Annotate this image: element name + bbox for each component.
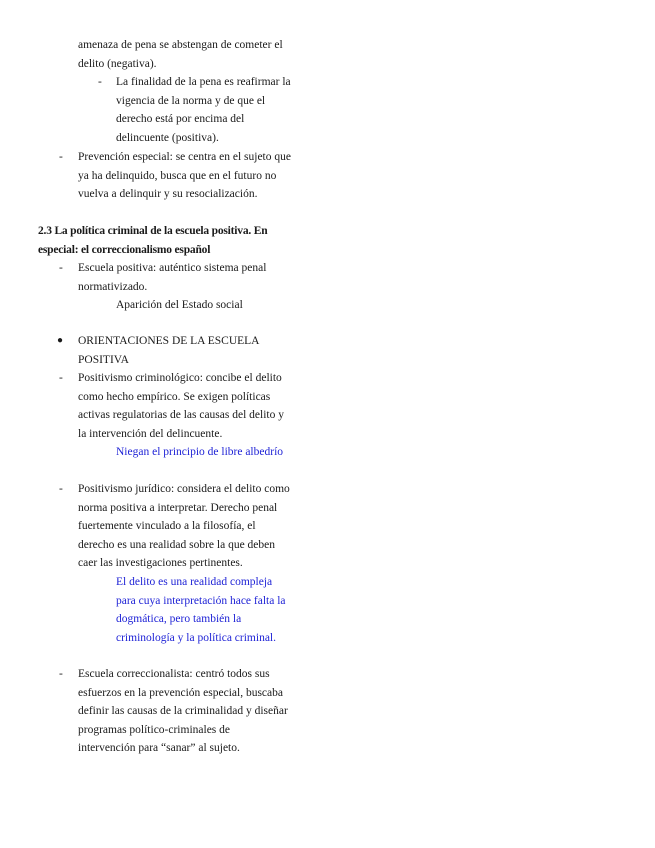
dash-bullet: - xyxy=(59,262,63,274)
note-line: El delito es una realidad compleja xyxy=(116,576,273,588)
paragraph-criminological-positivism xyxy=(78,369,310,443)
dash-bullet: - xyxy=(59,483,63,495)
dash-bullet: - xyxy=(59,372,63,384)
text-line: Escuela correccionalista: centró todos sus xyxy=(78,668,270,680)
note-line: criminología y la política criminal. xyxy=(116,631,276,644)
text-line: Prevención especial: se centra en el sujeto que xyxy=(78,151,291,163)
text-line: derecho es una realidad sobre la que deben xyxy=(78,538,276,551)
paragraph-positive-prevention xyxy=(116,73,312,147)
text-line: la intervención del delincuente. xyxy=(78,427,223,440)
paragraph-special-prevention xyxy=(78,148,310,204)
paragraph-correctionalist-school xyxy=(78,665,310,758)
dash-bullet: - xyxy=(98,76,102,88)
note-line: Niegan el principio de libre albedrío xyxy=(116,446,284,458)
note-line: dogmática, pero también la xyxy=(116,613,242,626)
text-line: como hecho empírico. Se exigen políticas xyxy=(78,390,271,403)
dash-bullet: - xyxy=(59,668,63,680)
text-line: POSITIVA xyxy=(78,353,129,366)
paragraph-positive-school xyxy=(78,259,310,315)
text-line: Escuela positiva: auténtico sistema penal xyxy=(78,262,267,274)
note-line: para cuya interpretación hace falta la xyxy=(116,594,286,607)
text-line: derecho está por encima del xyxy=(116,113,245,126)
text-line: ORIENTACIONES DE LA ESCUELA xyxy=(78,335,260,347)
text-line: norma positiva a interpretar. Derecho penal xyxy=(78,501,278,514)
heading-line: 2.3 La política criminal de la escuela positiva. En xyxy=(38,225,268,237)
text-line: vigencia de la norma y de que el xyxy=(116,94,266,107)
heading-line: especial: el correccionalismo español xyxy=(38,243,211,256)
text-line: definir las causas de la criminalidad y diseñar xyxy=(78,705,288,718)
section-heading xyxy=(38,222,308,259)
text-line: caer las investigaciones pertinentes. xyxy=(78,557,243,570)
text-line: programas político-criminales de xyxy=(78,723,231,736)
paragraph-juridical-positivism xyxy=(78,480,310,573)
text-line: Positivismo criminológico: concibe el delito xyxy=(78,372,282,384)
paragraph-orientations xyxy=(78,332,310,369)
sub-text-line: Aparición del Estado social xyxy=(116,299,243,312)
text-line: vuelva a delinquir y su resocialización. xyxy=(78,188,258,201)
paragraph-general-prevention-end xyxy=(78,36,310,73)
text-line: activas regulatorias de las causas del delito y xyxy=(78,409,284,422)
blue-note-complex-reality xyxy=(116,573,316,647)
text-line: delincuente (positiva). xyxy=(116,131,219,144)
text-line: delito (negativa). xyxy=(78,57,157,70)
text-line: ya ha delinquido, busca que en el futuro no xyxy=(78,169,277,182)
text-line: esfuerzos en la prevención especial, buscaba xyxy=(78,686,283,699)
text-line: La finalidad de la pena es reafirmar la xyxy=(116,76,291,88)
dash-bullet: - xyxy=(59,151,63,163)
text-line: fuertemente vinculado a la filosofía, el xyxy=(78,520,256,533)
text-line: intervención para “sanar” al sujeto. xyxy=(78,742,240,755)
text-line: normativizado. xyxy=(78,280,148,293)
text-line: Positivismo jurídico: considera el delito como xyxy=(78,483,290,495)
dot-bullet: ● xyxy=(57,335,64,346)
text-line: amenaza de pena se abstengan de cometer el xyxy=(78,39,283,51)
blue-note-free-will xyxy=(116,443,316,462)
